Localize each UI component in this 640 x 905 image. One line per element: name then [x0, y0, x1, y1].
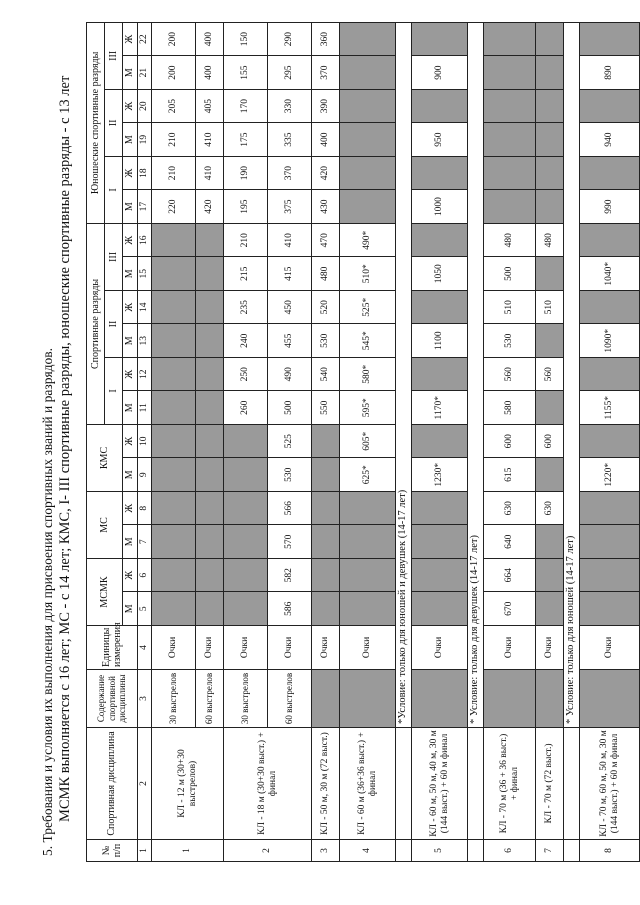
gender-male-header: М: [123, 592, 138, 626]
gender-male-header: М: [123, 190, 138, 224]
value-cell: 215: [224, 257, 268, 291]
unit: Очки: [340, 626, 396, 670]
value-cell: [196, 357, 224, 391]
value-cell: [152, 324, 196, 358]
value-cell: [152, 559, 196, 593]
value-cell: [152, 424, 196, 458]
value-cell: 375: [268, 190, 312, 224]
value-cell: 560: [536, 357, 564, 391]
value-cell: [536, 391, 564, 425]
condition-num-cell: [468, 840, 484, 862]
value-cell: 950: [412, 123, 468, 157]
value-cell: [224, 525, 268, 559]
value-cell: [152, 492, 196, 526]
gender-male-header: М: [123, 525, 138, 559]
table-body: [152, 22, 640, 861]
column-number: 13: [138, 324, 152, 358]
header-youth-III: III: [105, 22, 123, 89]
value-cell: 490: [268, 357, 312, 391]
value-cell: 335: [268, 123, 312, 157]
discipline-content: 60 выстрелов: [268, 670, 312, 728]
column-number: 5: [138, 592, 152, 626]
value-cell: 240: [224, 324, 268, 358]
discipline-content: [312, 670, 340, 728]
value-cell: [340, 559, 396, 593]
header-sport-II: II: [105, 290, 123, 357]
condition-note: * Условие: только для юношей (14-17 лет): [564, 22, 580, 727]
value-cell: 1100: [412, 324, 468, 358]
section-title: 5. Требования и условия их выполнения для присвоения спортивных званий и разрядов.: [40, 347, 55, 856]
column-number: 7: [138, 525, 152, 559]
header-youth-ranks: Юношеские спортивные разряды: [87, 22, 105, 223]
value-cell: 595*: [340, 391, 396, 425]
value-cell: [536, 525, 564, 559]
column-number: 14: [138, 290, 152, 324]
value-cell: [196, 525, 224, 559]
value-cell: [484, 56, 536, 90]
value-cell: [152, 290, 196, 324]
gender-female-header: Ж: [123, 22, 138, 56]
row-number: 5: [412, 840, 468, 862]
value-cell: [152, 357, 196, 391]
standards-table: [86, 22, 640, 862]
header-sport-III: III: [105, 223, 123, 290]
value-cell: 940: [580, 123, 640, 157]
header-content: Содержание спортивной дисциплины: [87, 670, 138, 728]
value-cell: 500: [268, 391, 312, 425]
row-number: 7: [536, 840, 564, 862]
value-cell: 500: [484, 257, 536, 291]
row-number: 3: [312, 840, 340, 862]
value-cell: 415: [268, 257, 312, 291]
value-cell: [536, 123, 564, 157]
value-cell: [224, 559, 268, 593]
value-cell: [412, 559, 468, 593]
value-cell: 190: [224, 156, 268, 190]
value-cell: 520: [312, 290, 340, 324]
value-cell: 470: [312, 223, 340, 257]
value-cell: [536, 56, 564, 90]
condition-note: * Условие: только для девушек (14-17 лет): [468, 22, 484, 727]
value-cell: [152, 525, 196, 559]
value-cell: 205: [152, 89, 196, 123]
value-cell: 410: [268, 223, 312, 257]
column-number: 2: [138, 728, 152, 840]
value-cell: 480: [484, 223, 536, 257]
discipline-name: КЛ - 60 м (36+36 выст.) + финал: [340, 728, 396, 840]
value-cell: 150: [224, 22, 268, 56]
value-cell: 480: [312, 257, 340, 291]
value-cell: 295: [268, 56, 312, 90]
value-cell: [196, 592, 224, 626]
header-sport-ranks: Спортивные разряды: [87, 223, 105, 424]
value-cell: [484, 22, 536, 56]
header-youth-I: I: [105, 156, 123, 223]
gender-male-header: М: [123, 458, 138, 492]
table-row: [312, 22, 340, 861]
value-cell: 670: [484, 592, 536, 626]
gender-male-header: М: [123, 391, 138, 425]
value-cell: [412, 156, 468, 190]
column-number: 12: [138, 357, 152, 391]
column-number: 10: [138, 424, 152, 458]
value-cell: 1000: [412, 190, 468, 224]
gender-female-header: Ж: [123, 357, 138, 391]
value-cell: 410: [196, 123, 224, 157]
unit: Очки: [224, 626, 268, 670]
value-cell: [312, 592, 340, 626]
value-cell: 615: [484, 458, 536, 492]
condition-row: [468, 22, 484, 861]
unit: Очки: [412, 626, 468, 670]
header-sport-I: I: [105, 357, 123, 424]
discipline-name: КЛ - 70 м (36 + 36 выст.) + финал: [484, 728, 536, 840]
value-cell: 582: [268, 559, 312, 593]
value-cell: [312, 525, 340, 559]
value-cell: 570: [268, 525, 312, 559]
value-cell: [152, 223, 196, 257]
gender-female-header: Ж: [123, 290, 138, 324]
value-cell: [484, 89, 536, 123]
header-youth-II: II: [105, 89, 123, 156]
value-cell: 360: [312, 22, 340, 56]
value-cell: 330: [268, 89, 312, 123]
value-cell: [412, 223, 468, 257]
value-cell: 600: [536, 424, 564, 458]
column-number: 20: [138, 89, 152, 123]
value-cell: 640: [484, 525, 536, 559]
unit: Очки: [152, 626, 196, 670]
value-cell: 200: [152, 22, 196, 56]
rotated-content: [40, 22, 620, 862]
value-cell: 1050: [412, 257, 468, 291]
value-cell: [340, 525, 396, 559]
header-ms: МС: [87, 492, 123, 559]
value-cell: [484, 190, 536, 224]
value-cell: 530: [312, 324, 340, 358]
row-number: 1: [152, 840, 224, 862]
value-cell: [536, 592, 564, 626]
gender-male-header: М: [123, 257, 138, 291]
value-cell: 510*: [340, 257, 396, 291]
header-kms: КМС: [87, 424, 123, 491]
value-cell: 450: [268, 290, 312, 324]
value-cell: [536, 156, 564, 190]
value-cell: 170: [224, 89, 268, 123]
unit: Очки: [312, 626, 340, 670]
value-cell: [412, 357, 468, 391]
discipline-name: КЛ - 70 м (72 выст.): [536, 728, 564, 840]
value-cell: [224, 492, 268, 526]
value-cell: [412, 525, 468, 559]
row-number: 4: [340, 840, 396, 862]
value-cell: [580, 223, 640, 257]
table-row: [224, 22, 268, 861]
value-cell: [312, 559, 340, 593]
value-cell: [340, 492, 396, 526]
header-msmk: МСМК: [87, 559, 123, 626]
condition-row: [564, 22, 580, 861]
value-cell: 525: [268, 424, 312, 458]
discipline-name: КЛ - 12 м (30+30 выстрелов): [152, 728, 224, 840]
value-cell: 195: [224, 190, 268, 224]
value-cell: 510: [536, 290, 564, 324]
value-cell: 530: [484, 324, 536, 358]
value-cell: [580, 89, 640, 123]
value-cell: [536, 257, 564, 291]
column-number: 19: [138, 123, 152, 157]
value-cell: [196, 290, 224, 324]
value-cell: 290: [268, 22, 312, 56]
value-cell: [536, 324, 564, 358]
value-cell: [412, 424, 468, 458]
discipline-content: [412, 670, 468, 728]
value-cell: [484, 156, 536, 190]
value-cell: [580, 156, 640, 190]
value-cell: 550: [312, 391, 340, 425]
value-cell: 490*: [340, 223, 396, 257]
value-cell: 664: [484, 559, 536, 593]
value-cell: [536, 458, 564, 492]
value-cell: 455: [268, 324, 312, 358]
gender-female-header: Ж: [123, 424, 138, 458]
value-cell: [580, 592, 640, 626]
value-cell: [312, 424, 340, 458]
discipline-content: 30 выстрелов: [224, 670, 268, 728]
value-cell: [312, 492, 340, 526]
value-cell: 525*: [340, 290, 396, 324]
column-number: 4: [138, 626, 152, 670]
value-cell: 175: [224, 123, 268, 157]
discipline-name: КЛ - 50 м, 30 м (72 выст.): [312, 728, 340, 840]
unit: Очки: [484, 626, 536, 670]
value-cell: [340, 190, 396, 224]
gender-female-header: Ж: [123, 559, 138, 593]
column-number: 1: [138, 840, 152, 862]
value-cell: [536, 190, 564, 224]
age-requirements: МСМК выполняется с 16 лет; МС - с 14 лет; КМС, I- III спортивные разряды, юношеские спортивные разряды - с 13 лет: [57, 75, 73, 822]
value-cell: [152, 592, 196, 626]
value-cell: [340, 89, 396, 123]
value-cell: 405: [196, 89, 224, 123]
discipline-content: [484, 670, 536, 728]
header-num: № п/п: [87, 840, 138, 862]
unit: Очки: [580, 626, 640, 670]
header-discipline: Спортивная дисциплина: [87, 728, 138, 840]
table-row: [340, 22, 396, 861]
value-cell: [580, 559, 640, 593]
value-cell: 545*: [340, 324, 396, 358]
value-cell: [224, 592, 268, 626]
discipline-name: КЛ - 70 м, 60 м, 50 м, 30 м (144 выст.) + 60 м финал: [580, 728, 640, 840]
value-cell: 400: [196, 22, 224, 56]
value-cell: 260: [224, 391, 268, 425]
condition-num-cell: [396, 840, 412, 862]
value-cell: 600: [484, 424, 536, 458]
value-cell: 210: [224, 223, 268, 257]
value-cell: [196, 458, 224, 492]
value-cell: [580, 290, 640, 324]
value-cell: [196, 391, 224, 425]
column-number: 6: [138, 559, 152, 593]
value-cell: [412, 592, 468, 626]
row-number: 8: [580, 840, 640, 862]
value-cell: 566: [268, 492, 312, 526]
column-number: 16: [138, 223, 152, 257]
value-cell: [340, 156, 396, 190]
value-cell: [196, 492, 224, 526]
column-number: 15: [138, 257, 152, 291]
value-cell: 1170*: [412, 391, 468, 425]
value-cell: 560: [484, 357, 536, 391]
value-cell: [536, 89, 564, 123]
value-cell: [340, 123, 396, 157]
discipline-content: 30 выстрелов: [152, 670, 196, 728]
value-cell: 210: [152, 123, 196, 157]
row-number: 2: [224, 840, 312, 862]
value-cell: 530: [268, 458, 312, 492]
value-cell: 1155*: [580, 391, 640, 425]
value-cell: 1090*: [580, 324, 640, 358]
discipline-name: КЛ - 18 м (30+30 выст.) + финал: [224, 728, 312, 840]
condition-num-cell: [564, 840, 580, 862]
value-cell: [224, 458, 268, 492]
value-cell: [196, 324, 224, 358]
value-cell: [312, 458, 340, 492]
value-cell: 540: [312, 357, 340, 391]
value-cell: [412, 22, 468, 56]
value-cell: [484, 123, 536, 157]
table-row: [580, 22, 640, 861]
value-cell: 625*: [340, 458, 396, 492]
value-cell: [580, 22, 640, 56]
column-number: 11: [138, 391, 152, 425]
value-cell: 990: [580, 190, 640, 224]
value-cell: [536, 22, 564, 56]
value-cell: 390: [312, 89, 340, 123]
value-cell: [412, 290, 468, 324]
condition-row: [396, 22, 412, 861]
value-cell: 580: [484, 391, 536, 425]
column-number: 3: [138, 670, 152, 728]
value-cell: 510: [484, 290, 536, 324]
table-row: [152, 22, 196, 861]
value-cell: 605*: [340, 424, 396, 458]
gender-male-header: М: [123, 123, 138, 157]
value-cell: 235: [224, 290, 268, 324]
value-cell: [196, 223, 224, 257]
gender-female-header: Ж: [123, 89, 138, 123]
value-cell: 480: [536, 223, 564, 257]
gender-male-header: М: [123, 56, 138, 90]
discipline-content: 60 выстрелов: [196, 670, 224, 728]
table-row: [484, 22, 536, 861]
value-cell: 210: [152, 156, 196, 190]
value-cell: 900: [412, 56, 468, 90]
value-cell: [152, 391, 196, 425]
discipline-name: КЛ - 60 м, 50 м, 40 м, 30 м (144 выст.) + 60 м финал: [412, 728, 468, 840]
value-cell: [580, 357, 640, 391]
value-cell: 1040*: [580, 257, 640, 291]
column-number: 18: [138, 156, 152, 190]
value-cell: [536, 559, 564, 593]
table-row: [412, 22, 468, 861]
discipline-content: [536, 670, 564, 728]
value-cell: 890: [580, 56, 640, 90]
condition-disc-cell: [468, 728, 484, 840]
value-cell: 630: [484, 492, 536, 526]
table-row: [536, 22, 564, 861]
value-cell: 1230*: [412, 458, 468, 492]
value-cell: [196, 424, 224, 458]
discipline-content: [340, 670, 396, 728]
unit: Очки: [268, 626, 312, 670]
value-cell: 586: [268, 592, 312, 626]
value-cell: [196, 559, 224, 593]
value-cell: 420: [196, 190, 224, 224]
value-cell: [340, 56, 396, 90]
column-number: 8: [138, 492, 152, 526]
column-number: 22: [138, 22, 152, 56]
value-cell: 370: [312, 56, 340, 90]
column-number: 17: [138, 190, 152, 224]
value-cell: [196, 257, 224, 291]
value-cell: 155: [224, 56, 268, 90]
value-cell: [152, 458, 196, 492]
condition-disc-cell: [564, 728, 580, 840]
value-cell: [412, 492, 468, 526]
row-number: 6: [484, 840, 536, 862]
value-cell: 250: [224, 357, 268, 391]
column-number-row: [138, 22, 152, 861]
value-cell: 410: [196, 156, 224, 190]
value-cell: 200: [152, 56, 196, 90]
value-cell: 400: [312, 123, 340, 157]
column-number: 21: [138, 56, 152, 90]
value-cell: 220: [152, 190, 196, 224]
condition-disc-cell: [396, 728, 412, 840]
value-cell: 1220*: [580, 458, 640, 492]
value-cell: [412, 89, 468, 123]
unit: Очки: [196, 626, 224, 670]
value-cell: [340, 592, 396, 626]
value-cell: 630: [536, 492, 564, 526]
gender-female-header: Ж: [123, 156, 138, 190]
value-cell: [580, 525, 640, 559]
value-cell: [580, 424, 640, 458]
unit: Очки: [536, 626, 564, 670]
value-cell: 580*: [340, 357, 396, 391]
value-cell: 430: [312, 190, 340, 224]
condition-note: *Условие: только для юношей и девушек (14-17 лет): [396, 22, 412, 727]
value-cell: 420: [312, 156, 340, 190]
discipline-content: [580, 670, 640, 728]
value-cell: [152, 257, 196, 291]
value-cell: [340, 22, 396, 56]
value-cell: 370: [268, 156, 312, 190]
header-units: Единицы измерения: [87, 626, 138, 670]
value-cell: 400: [196, 56, 224, 90]
gender-female-header: Ж: [123, 223, 138, 257]
value-cell: [224, 424, 268, 458]
gender-male-header: М: [123, 324, 138, 358]
value-cell: [580, 492, 640, 526]
column-number: 9: [138, 458, 152, 492]
gender-female-header: Ж: [123, 492, 138, 526]
